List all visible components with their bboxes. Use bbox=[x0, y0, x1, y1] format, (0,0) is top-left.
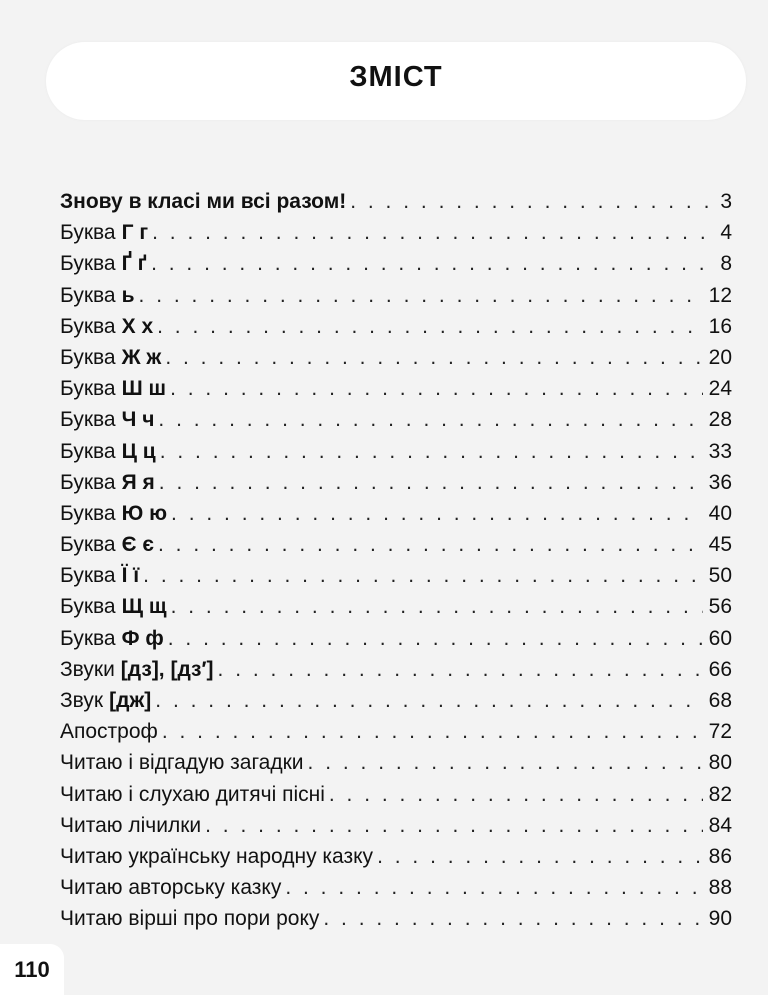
toc-entry-label: Читаю і слухаю дитячі пісні bbox=[60, 782, 325, 806]
page-number-badge bbox=[0, 944, 64, 995]
toc-entry-label: Буква bbox=[60, 626, 116, 650]
toc-entry-page: 16 bbox=[708, 314, 732, 338]
toc-entry-page: 45 bbox=[708, 533, 732, 557]
toc-entry-page: 40 bbox=[708, 501, 732, 525]
toc-entry[interactable] bbox=[60, 373, 732, 404]
toc-entry-page: 4 bbox=[720, 221, 732, 245]
toc-entry-letters: Х х bbox=[121, 314, 154, 338]
toc-entry-letters: Є є bbox=[121, 533, 154, 557]
toc-entry-label: Буква bbox=[60, 533, 116, 557]
toc-entry[interactable] bbox=[60, 248, 732, 279]
toc-entry[interactable] bbox=[60, 560, 732, 591]
toc-entry-page: 66 bbox=[708, 657, 732, 681]
toc-entry-page: 90 bbox=[708, 907, 732, 931]
toc-entry-page: 80 bbox=[708, 751, 732, 775]
page-number: 110 bbox=[14, 956, 50, 982]
toc-entry[interactable] bbox=[60, 436, 732, 467]
toc-entry[interactable] bbox=[60, 529, 732, 560]
toc-entry-letters: Ю ю bbox=[121, 501, 168, 525]
toc-entry-page: 84 bbox=[708, 813, 732, 837]
toc-leader-dots bbox=[205, 810, 703, 841]
toc-entry-page: 68 bbox=[708, 689, 732, 712]
toc-leader-dots bbox=[160, 436, 703, 467]
toc-entry[interactable] bbox=[60, 591, 732, 622]
toc-leader-dots bbox=[155, 685, 702, 716]
toc-entry-label: Буква bbox=[60, 221, 116, 245]
table-of-contents bbox=[60, 186, 732, 935]
toc-entry-page: 82 bbox=[708, 782, 732, 806]
toc-entry[interactable] bbox=[60, 217, 732, 248]
toc-entry-page: 28 bbox=[708, 408, 732, 432]
toc-entry-page: 3 bbox=[720, 190, 732, 213]
toc-entry-page: 56 bbox=[708, 595, 732, 619]
toc-entry-letters: Я я bbox=[121, 470, 155, 494]
toc-entry-page: 36 bbox=[708, 470, 732, 494]
toc-entry-page: 12 bbox=[708, 283, 732, 307]
toc-entry-label: Апостроф bbox=[60, 720, 158, 744]
toc-entry[interactable] bbox=[60, 872, 732, 903]
toc-leader-dots bbox=[171, 498, 703, 529]
toc-entry-letters: Ш ш bbox=[121, 377, 167, 401]
toc-entry-page: 33 bbox=[708, 439, 732, 463]
toc-leader-dots bbox=[159, 467, 703, 498]
toc-entry-page: 88 bbox=[708, 876, 732, 900]
toc-leader-dots bbox=[329, 779, 703, 810]
toc-entry-label: Буква bbox=[60, 470, 116, 494]
toc-entry[interactable] bbox=[60, 186, 732, 217]
toc-entry-letters: Ц ц bbox=[121, 439, 156, 463]
toc-entry[interactable] bbox=[60, 810, 732, 841]
toc-entry-label: Буква bbox=[60, 314, 116, 338]
toc-leader-dots bbox=[162, 716, 703, 747]
toc-entry[interactable] bbox=[60, 841, 732, 872]
toc-leader-dots bbox=[171, 591, 703, 622]
toc-leader-dots bbox=[218, 654, 703, 685]
toc-entry-letters: Ч ч bbox=[121, 408, 155, 432]
toc-entry[interactable] bbox=[60, 498, 732, 529]
toc-entry-label: Звуки bbox=[60, 657, 115, 681]
toc-leader-dots bbox=[165, 342, 702, 373]
toc-leader-dots bbox=[168, 623, 703, 654]
toc-leader-dots bbox=[151, 248, 714, 279]
toc-entry[interactable] bbox=[60, 467, 732, 498]
toc-entry[interactable] bbox=[60, 903, 732, 934]
toc-leader-dots bbox=[170, 373, 703, 404]
toc-entry-label: Читаю лічилки bbox=[60, 813, 202, 837]
toc-entry-letters: Г г bbox=[121, 221, 149, 245]
toc-entry[interactable] bbox=[60, 779, 732, 810]
toc-entry[interactable] bbox=[60, 747, 732, 778]
toc-leader-dots bbox=[323, 903, 702, 934]
toc-entry-label: Буква bbox=[60, 283, 116, 307]
toc-entry-letters: Щ щ bbox=[121, 595, 167, 619]
toc-leader-dots bbox=[158, 529, 703, 560]
toc-entry-letters: Ї ї bbox=[121, 564, 140, 588]
toc-entry-letters: Ф ф bbox=[121, 626, 164, 650]
toc-entry[interactable] bbox=[60, 311, 732, 342]
toc-entry[interactable] bbox=[60, 716, 732, 747]
toc-leader-dots bbox=[285, 872, 702, 903]
title-banner bbox=[46, 42, 746, 120]
toc-entry-page: 86 bbox=[708, 844, 732, 868]
toc-leader-dots bbox=[350, 186, 714, 217]
toc-entry[interactable] bbox=[60, 280, 732, 311]
toc-entry-page: 20 bbox=[708, 345, 732, 369]
toc-entry-label: Буква bbox=[60, 595, 116, 619]
toc-entry-letters: ь bbox=[121, 283, 135, 307]
toc-entry[interactable] bbox=[60, 654, 732, 685]
toc-entry[interactable] bbox=[60, 623, 732, 654]
toc-leader-dots bbox=[143, 560, 702, 591]
toc-entry-label: Читаю українську народну казку bbox=[60, 844, 374, 868]
toc-entry-page: 8 bbox=[720, 252, 732, 276]
toc-leader-dots bbox=[158, 404, 702, 435]
toc-entry-label: Буква bbox=[60, 408, 116, 432]
toc-entry[interactable] bbox=[60, 342, 732, 373]
toc-entry-page: 50 bbox=[708, 564, 732, 588]
toc-leader-dots bbox=[157, 311, 703, 342]
toc-entry-letters: Ж ж bbox=[121, 345, 162, 369]
toc-entry-letters: Ґ ґ bbox=[121, 252, 148, 276]
toc-entry-label: Читаю вірші про пори року bbox=[60, 907, 320, 931]
toc-entry-page: 24 bbox=[708, 377, 732, 401]
toc-entry-label: Звук bbox=[60, 689, 104, 712]
toc-entry-label: Читаю і відгадую загадки bbox=[60, 751, 304, 775]
toc-leader-dots bbox=[139, 280, 703, 311]
toc-entry[interactable] bbox=[60, 685, 732, 716]
toc-entry-label: Буква bbox=[60, 377, 116, 401]
toc-entry-label: Знову в класі ми всі разом! bbox=[60, 190, 347, 213]
toc-entry-letters: [дж] bbox=[109, 689, 152, 712]
toc-leader-dots bbox=[377, 841, 703, 872]
toc-entry-page: 72 bbox=[708, 720, 732, 744]
toc-entry-letters: [дз], [дз′] bbox=[120, 657, 214, 681]
toc-entry-label: Буква bbox=[60, 564, 116, 588]
toc-entry-label: Буква bbox=[60, 501, 116, 525]
toc-entry-label: Буква bbox=[60, 252, 116, 276]
toc-entry-page: 60 bbox=[708, 626, 732, 650]
toc-entry-label: Буква bbox=[60, 439, 116, 463]
toc-entry-label: Буква bbox=[60, 345, 116, 369]
toc-leader-dots bbox=[308, 747, 703, 778]
toc-entry[interactable] bbox=[60, 404, 732, 435]
toc-leader-dots bbox=[152, 217, 714, 248]
toc-entry-label: Читаю авторську казку bbox=[60, 876, 282, 900]
page-title: ЗМІСТ bbox=[349, 60, 443, 93]
